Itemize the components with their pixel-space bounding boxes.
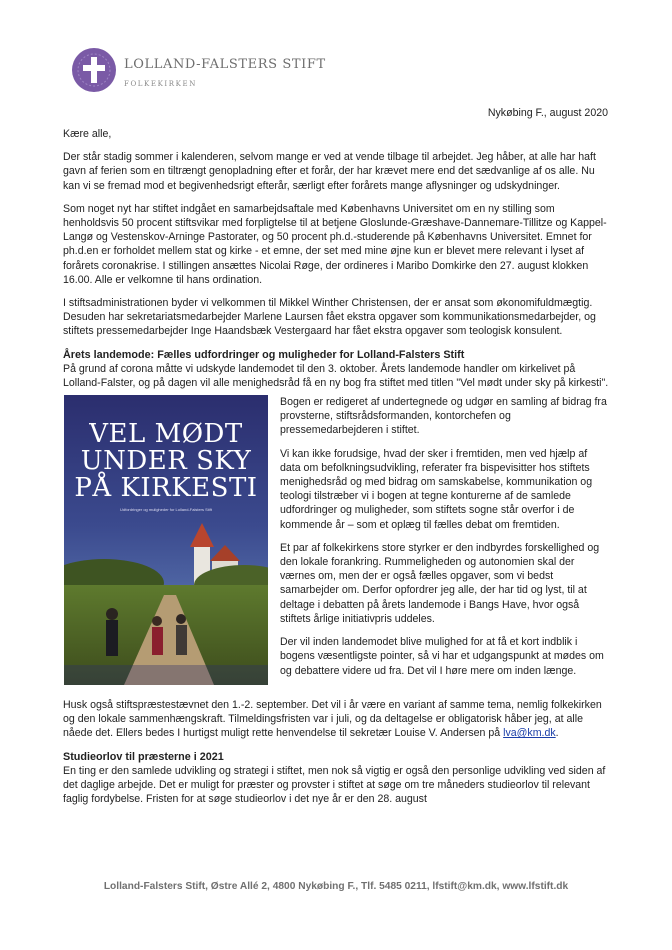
footer-contact: Lolland-Falsters Stift, Østre Allé 2, 4800 Nykøbing F., Tlf. 5485 0211, lfstift@km.dk, www.lfstift.dk bbox=[103, 881, 569, 892]
dateline: Nykøbing F., august 2020 bbox=[487, 107, 608, 119]
paragraph-book-future: Vi kan ikke forudsige, hvad der sker i fremtiden, men ved hjælp af data om befolkningsudvikling, referater fra bispevisitter hos stiftets menighedsråd og med bidrag om samskabelse, kommunikation og teologi tilstræber vi i bogen at tegne konturerne af de samlede udfordringer og muligheder, som stiftets sogne står overfor i de kommende år – som et oplæg til fælles debat om fremtiden. bbox=[280, 447, 593, 531]
book-cover-image bbox=[64, 395, 268, 685]
paragraph-intro: Der står stadig sommer i kalenderen, selvom mange er ved at vende tilbage til arbejdet. Jeg håber, at alle har haft gavn af ferien som en tiltrængt genopladning efter et forår, der har krævet mere end det sædvanlige af os alle. Nu kan vi se fremad mod et begivenhedsrigt efterår, særligt efter forårets mange aflysninger og udskydninger. bbox=[63, 151, 596, 192]
paragraph-staff: I stiftsadministrationen byder vi velkommen til Mikkel Winther Christensen, der er ansat som økonomifuldmægtig. Desuden har sekretariatsmedarbejder Marlene Laursen fået ekstra opgaver som kommunikationsmedarbejder, og stiftets pressemedarbejder Inge Haandsbæk Vestergaard har fået ekstra opgaver som teologisk konsulent. bbox=[63, 297, 596, 338]
paragraph-collaboration: Som noget nyt har stiftet indgået en samarbejdsaftale med Københavns Universitet om en ny stilling som henholdsvis 50 procent stiftsvikar med forpligtelse til at betjene Gloslunde-Græshave-Dannemare-Tillitze og Kappel-Langø og Vestenskov-Arninge Pastorater, og 50 procent ph.d.-studerende på Københavns Universitet. Emnet for ph.d.en er forholdet mellem stat og kirke - et emne, der set med mine øjne kun er blevet mere relevant i lyset af forårets coronakrise. I stillingen ansættes Nicolai Røge, der ordineres i Maribo Domkirke den 27. august klokken 16.00. Alle er velkomne til hans ordination. bbox=[63, 202, 607, 286]
letter-body bbox=[63, 127, 609, 815]
book-subtitle: Udfordringer og muligheder for Lolland-Falsters Stift bbox=[119, 507, 213, 513]
greeting: Kære alle, bbox=[63, 128, 112, 140]
email-link[interactable]: lva@km.dk bbox=[503, 727, 556, 740]
org-subtitle: FOLKEKIRKEN bbox=[124, 80, 197, 88]
book-title: VEL MØDT UNDER SKY PÅ KIRKESTI bbox=[74, 419, 258, 504]
section-heading-landemode: Årets landemode: Fælles udfordringer og muligheder for Lolland-Falsters Stift bbox=[63, 348, 465, 361]
cross-emblem-icon bbox=[72, 48, 116, 92]
paragraph-stiftspraestestaevne: Husk også stiftspræstestævnet den 1.-2. september. Det vil i år være en variant af samme tema, nemlig folkekirken og den lokale sammenhængskraft. Tilmeldingsfristen var i juli, og da deltagelse er obligatorisk håber jeg, at alle nåede det. Ellers bedes I hurtigst muligt rette henvendelse til sekretær Louise V. Andersen på lva@km.dk. bbox=[63, 699, 602, 740]
paragraph-book-preview: Der vil inden landemodet blive mulighed for at få et kort indblik i bogens væsentligste pointer, så vi har et udgangspunkt at mødes om og debattere videre ud fra. Det vil I høre mere om inden længe. bbox=[280, 636, 604, 677]
paragraph-book-strengths: Et par af folkekirkens store styrker er den indbyrdes forskellighed og den lokale forankring. Rummeligheden og autonomien skal der værnes om, men der er også fælles opgaver, som vi bedst samarbejder om. Derfor opfordrer jeg alle, der har tid og lyst, til at deltage i debatten på årets landemode i Bangs Have, hvor også stiftets årlige initiativpris uddeles. bbox=[280, 541, 600, 625]
org-name: LOLLAND-FALSTERS STIFT bbox=[124, 57, 326, 72]
book-section bbox=[63, 395, 609, 689]
paragraph-landemode-intro: På grund af corona måtte vi udskyde landemodet til den 3. oktober. Årets landemode handler om kirkelivet på Lolland-Falster, og på dagen vil alle menighedsråd få en ny bog fra stiftet med titlen "Vel mødt under sky på kirkesti". bbox=[63, 362, 609, 389]
stift-logo bbox=[72, 48, 326, 94]
paragraph-book-editor: Bogen er redigeret af undertegnede og udgør en samling af bidrag fra provsterne, stiftsrådsformanden, kontorchefen og pressemedarbejderen i stiftet. bbox=[280, 396, 607, 437]
paragraph-studieorlov: En ting er den samlede udvikling og strategi i stiftet, men nok så vigtig er også den personlige udvikling ved siden af det daglige arbejde. Det er muligt for præster og provster i stiftet at søge om tre måneders studieorlov til relevant faglig fordybelse. Fristen for at søge studieorlov i det nye år er den 28. august bbox=[63, 764, 606, 806]
section-heading-studieorlov: Studieorlov til præsterne i 2021 bbox=[63, 750, 224, 763]
